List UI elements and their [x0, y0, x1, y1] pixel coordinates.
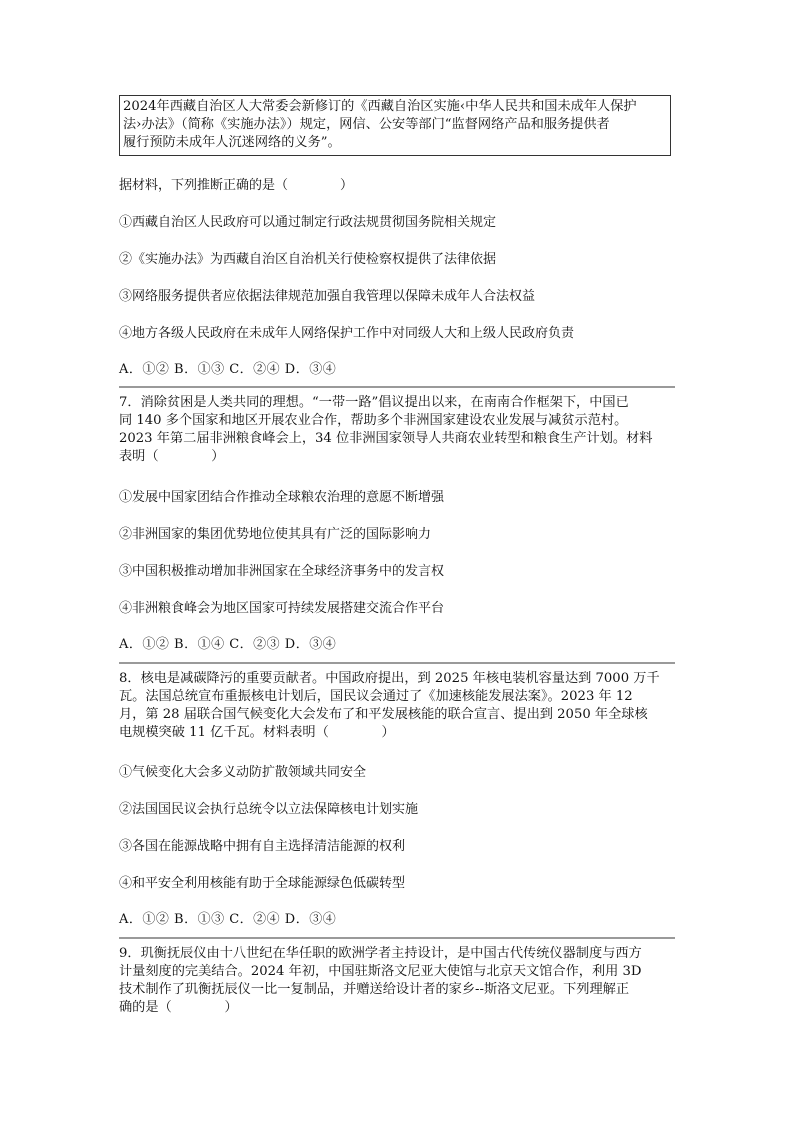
separator [119, 662, 675, 664]
q8-stem-line: 8．核电是减碳降污的重要贡献者。中国政府提出，到 2025 年核电装机容量达到 7000 万千 [119, 671, 660, 686]
q6-option-3: ③网络服务提供者应依据法律规范加强自我管理以保障未成年人合法权益 [119, 289, 536, 304]
q7-stem-line: 7．消除贫困是人类共同的理想。“一带一路”倡议提出以来，在南南合作框架下，中国已 [119, 395, 629, 410]
material-line: 2024年西藏自治区人大常委会新修订的《西藏自治区实施‹中华人民共和国未成年人保护 [123, 99, 637, 114]
q8-stem [119, 670, 675, 742]
q6-option-2: ②《实施办法》为西藏自治区自治机关行使检察权提供了法律依据 [119, 252, 497, 267]
q7-stem [119, 394, 675, 466]
q6-option-4: ④地方各级人民政府在未成年人网络保护工作中对同级人大和上级人民政府负责 [119, 326, 575, 341]
q8-option-1: ①气候变化大会多义动防扩散领域共同安全 [119, 765, 367, 780]
q7-stem-line: 表明（ ） [119, 449, 225, 464]
q8-stem-line: 电规模突破 11 亿千瓦。材料表明（ ） [119, 725, 395, 740]
q8-stem-line: 瓦。法国总统宣布重振核电计划后，国民议会通过了《加速核能发展法案》。2023 年 12 [119, 689, 633, 704]
q8-option-3: ③各国在能源战略中拥有自主选择清洁能源的权利 [119, 839, 406, 854]
q7-option-3: ③中国积极推动增加非洲国家在全球经济事务中的发言权 [119, 564, 445, 579]
q7-stem-line: 同 140 多个国家和地区开展农业合作，帮助多个非洲国家建设农业发展与减贫示范村。 [119, 413, 628, 428]
q7-option-4: ④非洲粮食峰会为地区国家可持续发展搭建交流合作平台 [119, 601, 445, 616]
material-box [119, 95, 671, 156]
q7-option-2: ②非洲国家的集团优势地位使其具有广泛的国际影响力 [119, 527, 432, 542]
q8-stem-line: 月，第 28 届联合国气候变化大会发布了和平发展核能的联合宣言、提出到 2050 年全球核 [119, 707, 648, 722]
q9-stem-line: 技术制作了玑衡抚辰仪一比一复制品，并赠送给设计者的家乡--斯洛文尼亚。下列理解正 [119, 982, 630, 997]
q6-stem: 据材料，下列推断正确的是（ ） [119, 178, 354, 193]
q7-option-1: ①发展中国家团结合作推动全球粮农治理的意愿不断增强 [119, 490, 445, 505]
q6-answer-choices: A．①② B．①③ C．②④ D．③④ [119, 362, 337, 377]
q8-answer-choices: A．①② B．①③ C．②④ D．③④ [119, 912, 337, 927]
q9-stem-line: 确的是（ ） [119, 1000, 238, 1015]
q6-option-1: ①西藏自治区人民政府可以通过制定行政法规贯彻国务院相关规定 [119, 215, 497, 230]
q8-option-2: ②法国国民议会执行总统令以立法保障核电计划实施 [119, 802, 419, 817]
separator [119, 386, 675, 388]
q7-answer-choices: A．①② B．①④ C．②③ D．③④ [119, 637, 337, 652]
material-line: 法›办法》（简称《实施办法》）规定，网信、公安等部门“监督网络产品和服务提供者 [123, 117, 610, 132]
q9-stem-line: 9．玑衡抚辰仪由十八世纪在华任职的欧洲学者主持设计，是中国古代传统仪器制度与西方 [119, 946, 642, 961]
q8-option-4: ④和平安全利用核能有助于全球能源绿色低碳转型 [119, 876, 406, 891]
q9-stem [119, 945, 675, 1017]
q7-stem-line: 2023 年第二届非洲粮食峰会上，34 位非洲国家领导人共商农业转型和粮食生产计划。材料 [119, 431, 653, 446]
q9-stem-line: 计量刻度的完美结合。2024 年初，中国驻斯洛文尼亚大使馆与北京天文馆合作，利用 3D [119, 964, 642, 979]
material-line: 履行预防未成年人沉迷网络的义务”。 [123, 135, 341, 150]
separator [119, 937, 675, 939]
